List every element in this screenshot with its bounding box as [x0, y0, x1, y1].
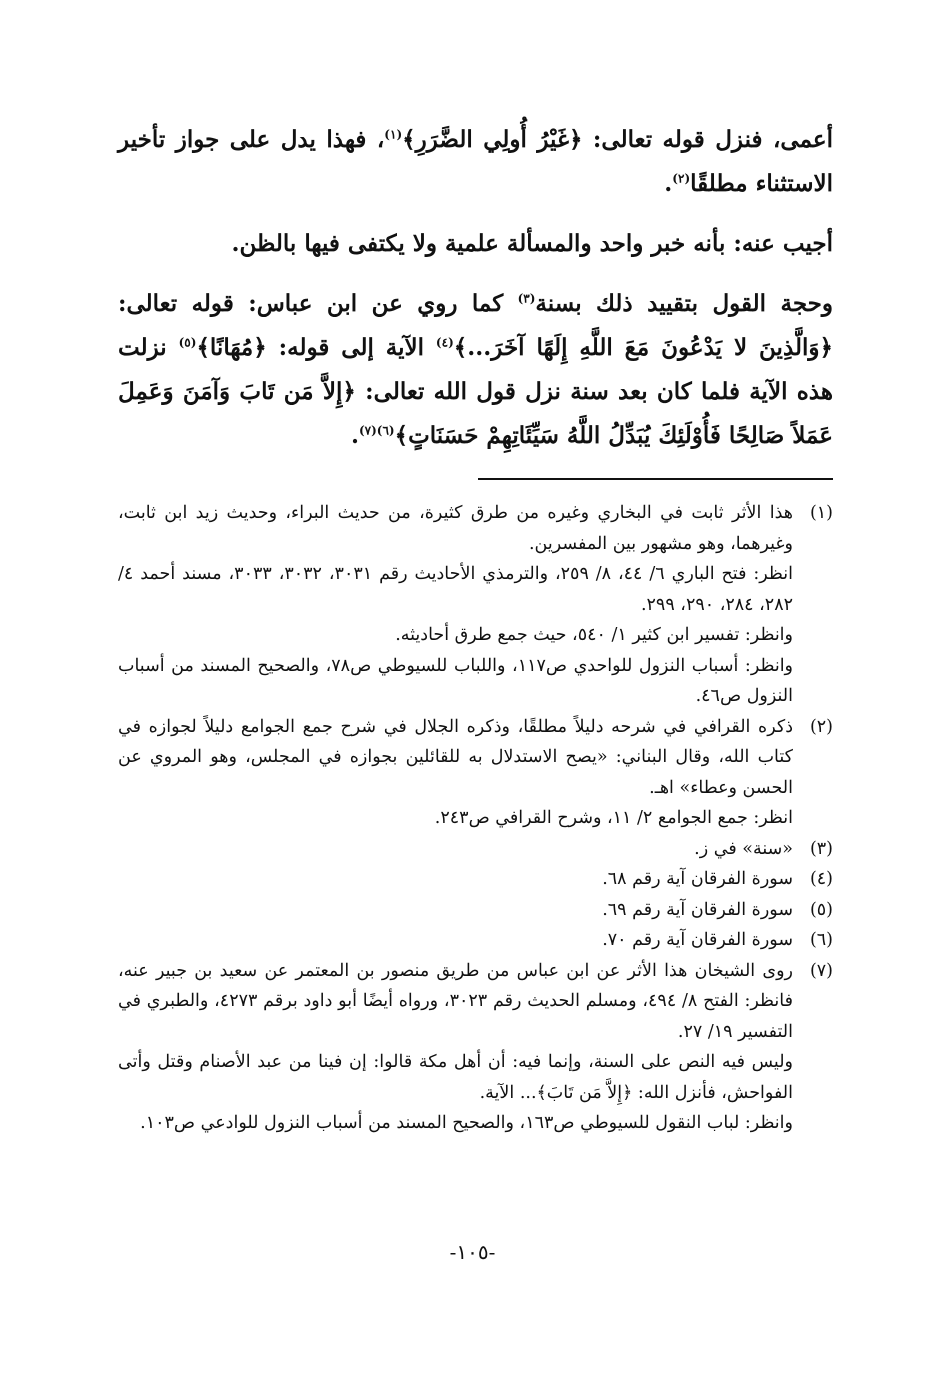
- footnote-number: (١): [809, 503, 833, 523]
- footnotes: [118, 498, 833, 1139]
- text: ، فهذا يدل على جواز تأخير الاستثناء مطلقًا: [118, 126, 833, 197]
- page-content: [118, 118, 833, 1139]
- footnote-line: وانظر: تفسير ابن كثير ١/ ٥٤٠، حيث جمع طرق أحاديثه.: [395, 625, 793, 645]
- footnote-line: سورة الفرقان آية رقم ٧٠.: [602, 930, 793, 950]
- quran-verse: ﴿إِلاَّ مَن تَابَ وَآمَنَ وَعَمِلَ عَمَلاً صَالِحًا فَأُوْلَئِكَ يُبَدِّلُ اللَّهُ سَيِّئَاتِهِمْ حَسَنَاتٍ﴾: [118, 378, 833, 449]
- footnote-body: [118, 864, 793, 895]
- footnote-line: وانظر: أسباب النزول للواحدي ص١١٧، واللباب للسيوطي ص٧٨، والصحيح المسند من أسباب النزول ص٤٦.: [118, 655, 794, 706]
- page-number: -١٠٥-: [449, 1240, 496, 1264]
- footnote-body: [118, 895, 793, 926]
- footnote-ref[interactable]: (٧): [358, 423, 377, 438]
- footnote-line: سورة الفرقان آية رقم ٦٩.: [602, 899, 793, 920]
- paragraph-3: [118, 282, 833, 458]
- footnote-line: انظر: جمع الجوامع ٢/ ١١، وشرح القرافي ص٢٤٣.: [434, 808, 793, 828]
- footnote-line: «سنة» في ز.: [694, 838, 793, 859]
- footnote-4: [118, 864, 833, 895]
- quran-verse: ﴿غَيْرُ أُولِي الضَّرَرِ﴾: [402, 126, 583, 153]
- footnote-line: ذكره القرافي في شرحه دليلاً مطلقًا، وذكره الجلال في شرح جمع الجوامع دليلاً لجوازه في كتاب الله، وقال البناني: «يصح الاستدلال به للقائلين بجوازه في المجلس، وهو المروي عن الحسن وعطاء» اهـ.: [118, 716, 793, 798]
- footnote-1: [118, 498, 833, 712]
- footnote-5: [118, 895, 833, 926]
- footnote-body: [118, 925, 793, 956]
- footnote-number: (٢): [809, 716, 833, 737]
- footnote-line: روى الشيخان هذا الأثر عن ابن عباس من طريق منصور بن المعتمر عن سعيد بن جبير عنه، فانظر: الفتح ٨/ ٤٩٤، ومسلم الحديث رقم ٣٠٢٣، ورواه أيضًا أبو داود برقم ٤٢٧٣، والطبري في التفسير ١٩/ ٢٧.: [118, 960, 793, 1042]
- text: نزلت هذه الآية فلما كان بعد سنة نزل قول الله تعالى:: [118, 334, 833, 405]
- footnote-ref[interactable]: (٢): [672, 171, 691, 186]
- footnote-ref[interactable]: (٥): [178, 335, 197, 350]
- footnote-line: وليس فيه النص على السنة، وإنما فيه: أن أهل مكة قالوا: إن فينا من عبد الأصنام وقتل وأتى الفواحش، فأنزل الله: ﴿إِلاَّ مَن تَابَ﴾... الآية.: [118, 1052, 793, 1103]
- footnote-ref[interactable]: (٣): [517, 291, 536, 306]
- footnote-separator: [478, 478, 833, 480]
- text: .: [664, 170, 673, 197]
- footnote-line: سورة الفرقان آية رقم ٦٨.: [602, 869, 793, 889]
- paragraph-2: أجيب عنه: بأنه خبر واحد والمسألة علمية ولا يكتفى فيها بالظن.: [231, 230, 833, 257]
- footnote-body: [118, 498, 793, 712]
- text: .: [350, 422, 359, 449]
- paragraph-1: [118, 118, 833, 206]
- main-text: [118, 118, 833, 458]
- text: كما روي عن ابن عباس: قوله تعالى:: [118, 290, 518, 317]
- footnote-number: (٧): [809, 960, 833, 981]
- text: وحجة القول بتقييد ذلك بسنة: [535, 290, 833, 317]
- quran-verse: ﴿وَالَّذِينَ لا يَدْعُونَ مَعَ اللَّهِ إِلَهًا آخَرَ...﴾: [453, 334, 833, 361]
- footnote-7: [118, 956, 833, 1139]
- text: أعمى، فنزل قوله تعالى:: [582, 126, 834, 153]
- footnote-2: [118, 712, 833, 834]
- footnote-line: انظر: فتح الباري ٦/ ٤٤، ٨/ ٢٥٩، والترمذي الأحاديث رقم ٣٠٣١، ٣٠٣٢، ٣٠٣٣، مسند أحمد ٤/ ٢٨٢، ٢٨٤، ٢٩٠، ٢٩٩.: [118, 564, 794, 615]
- footnote-body: [118, 956, 793, 1139]
- footnote-ref[interactable]: (٦): [376, 423, 395, 438]
- footnote-ref[interactable]: (١): [384, 127, 403, 142]
- footnote-number: (٤): [809, 869, 833, 889]
- footnote-line: وانظر: لباب النقول للسيوطي ص١٦٣، والصحيح المسند من أسباب النزول للوادعي ص١٠٣.: [140, 1113, 793, 1133]
- footnote-3: [118, 834, 833, 865]
- footnote-number: (٣): [809, 838, 833, 859]
- quran-verse: ﴿مُهَانًا﴾: [196, 334, 267, 361]
- footnote-body: [118, 712, 793, 834]
- footnote-line: هذا الأثر ثابت في البخاري وغيره من طرق كثيرة، من حديث البراء، وحديث زيد ابن ثابت، وغيرهما، وهو مشهور بين المفسرين.: [118, 503, 793, 554]
- footnote-ref[interactable]: (٤): [435, 335, 454, 350]
- footnote-number: (٥): [809, 899, 833, 920]
- footnote-number: (٦): [809, 930, 833, 950]
- text: الآية إلى قوله:: [266, 334, 436, 361]
- footnote-6: [118, 925, 833, 956]
- footnote-body: [118, 834, 793, 865]
